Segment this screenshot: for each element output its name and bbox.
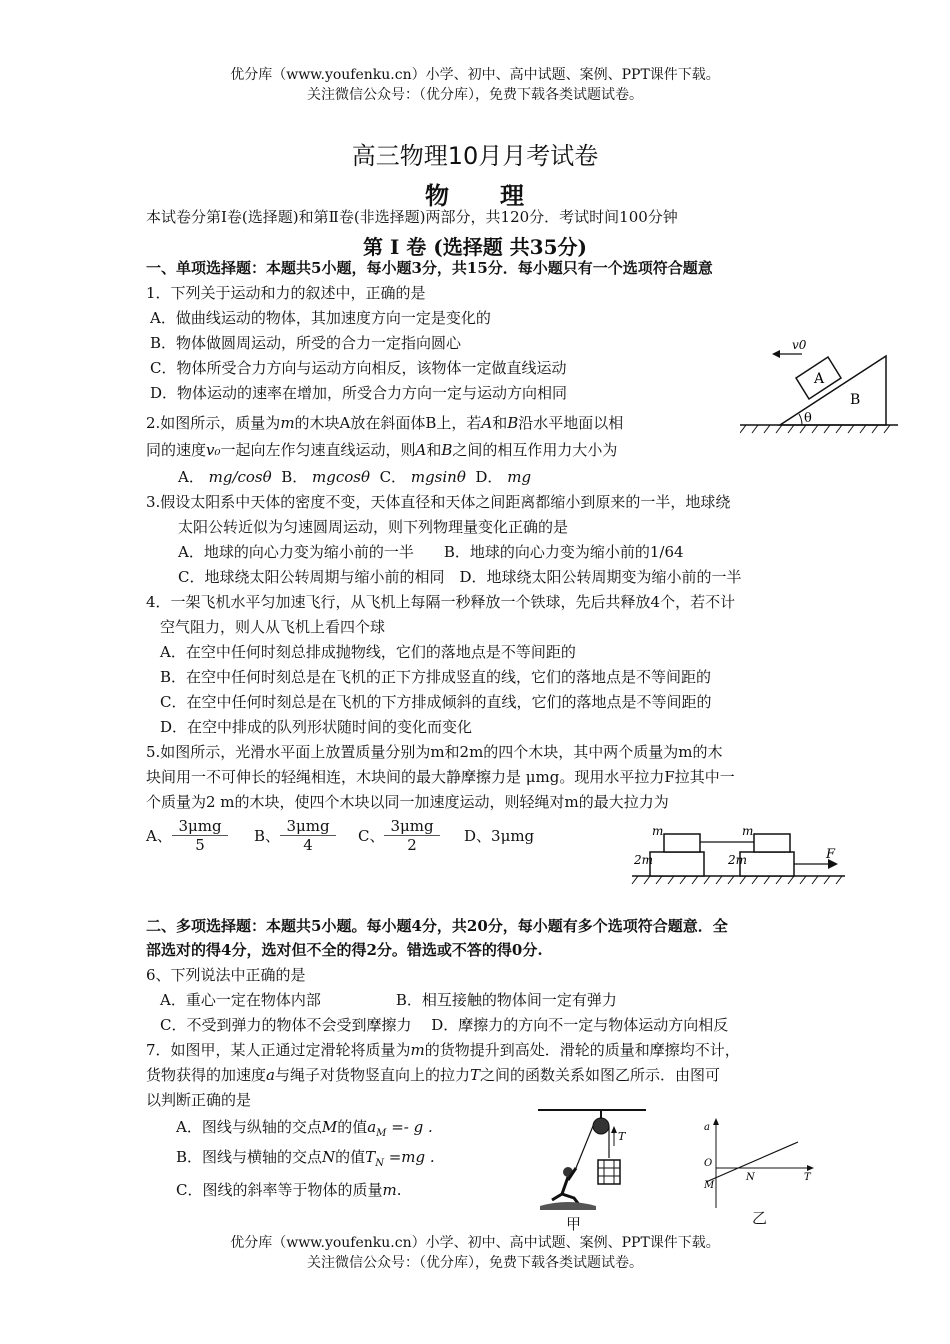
graph-label-a: a — [704, 1122, 710, 1133]
q3-stem-line2: 太阳公转近似为匀速圆周运动，则下列物理量变化正确的是 — [178, 518, 569, 536]
q2-text: 2.如图所示，质量为 — [146, 414, 281, 432]
header-line-1: 优分库（www.youfenku.cn）小学、初中、高中试题、案例、PPT课件下载。 — [230, 67, 720, 83]
q6-options-cd: C．不受到弹力的物体不会受到摩擦力 D．摩擦力的方向不一定与物体运动方向相反 — [160, 1016, 729, 1034]
q7-text: 的值 — [335, 1148, 366, 1166]
section1-heading: 一、单项选择题：本题共5小题，每小题3分，共15分．每小题只有一个选项符合题意 — [146, 259, 713, 277]
q5-option-d-label: D、 — [464, 827, 492, 845]
q2-text: 一起向左作匀速直线运动，则 — [220, 441, 416, 459]
q2-text: 沿水平地面以相 — [518, 414, 624, 432]
q1-option-d: D．物体运动的速率在增加，所受合力方向一定与运动方向相同 — [150, 384, 568, 402]
q2-text: 之间的相互作用力大小为 — [452, 441, 618, 459]
q3-stem-line1: 3.假设太阳系中天体的密度不变，天体直径和天体之间距离都缩小到原来的一半，地球绕 — [146, 493, 731, 511]
q2-var-A: A — [415, 441, 427, 459]
q7-var-M: M — [321, 1118, 338, 1136]
page-title: 高三物理10月月考试卷 — [351, 142, 599, 170]
q5-option-b-fraction — [280, 817, 336, 854]
q7-text: C．图线的斜率等于物体的质量 — [176, 1181, 383, 1199]
q7-stem-line1 — [146, 1040, 740, 1060]
q7-stem-line3: 以判断正确的是 — [146, 1091, 252, 1109]
q7-var-aM-sub: M — [376, 1128, 387, 1139]
q7-option-b — [176, 1147, 435, 1174]
q7-var-TN-sub: N — [375, 1158, 384, 1169]
q4-stem-line1: 4．一架飞机水平匀加速飞行，从飞机上每隔一秒释放一个铁球，先后共释放4个，若不计 — [146, 593, 736, 611]
blocks-label-F: F — [826, 847, 836, 862]
q2-var-B: B — [441, 441, 453, 459]
q7-var-aM: a — [367, 1118, 377, 1136]
q5-stem-line2: 块间用一不可伸长的轻绳相连，木块间的最大静摩擦力是 μmg。现用水平拉力F拉其中一 — [146, 768, 735, 786]
q7-var-m: m — [410, 1041, 425, 1059]
pulley-label-T: T — [618, 1130, 626, 1143]
q7-text: 的货物提升到高处．滑轮的质量和摩擦均不计， — [424, 1041, 740, 1059]
q5-option-c-numerator: 3μmg — [384, 817, 440, 836]
q2-text: 的木块A放在斜面体B上，若 — [294, 414, 482, 432]
part1-title: 第 I 卷 (选择题 共35分) — [363, 235, 587, 259]
q2-option-d-value: mg — [507, 468, 532, 486]
figure-caption-jia: 甲 — [566, 1215, 582, 1233]
pulley-figure — [538, 1106, 648, 1214]
blocks-label-m1: m — [652, 824, 664, 838]
graph-label-N: N — [746, 1172, 755, 1183]
fig-label-v0: v0 — [792, 338, 807, 352]
q7-option-a — [176, 1117, 433, 1144]
q7-text: . — [396, 1181, 402, 1199]
q5-stem-line3: 个质量为2 m的木块，使四个木块以同一加速度运动，则轻绳对m的最大拉力为 — [146, 793, 669, 811]
q2-stem-line1 — [146, 413, 623, 433]
blocks-label-2m-right: 2m — [728, 853, 748, 867]
graph-label-O: O — [704, 1158, 713, 1169]
q5-option-a-numerator: 3μmg — [172, 817, 228, 836]
q5-option-a-denominator: 5 — [195, 836, 205, 854]
section2-heading-line1: 二、多项选择题：本题共5小题。每小题4分，共20分，每小题有多个选项符合题意．全 — [146, 917, 728, 935]
exam-intro: 本试卷分第Ⅰ卷(选择题)和第Ⅱ卷(非选择题)两部分，共120分．考试时间100分钟 — [146, 208, 678, 226]
q2-var-m: m — [280, 414, 295, 432]
q4-option-b: B．在空中任何时刻总是在飞机的正下方排成竖直的线，它们的落地点是不等间距的 — [160, 668, 712, 686]
q2-text: 同的速度 — [146, 441, 207, 459]
q2-text: 和 — [426, 441, 442, 459]
fig-label-A: A — [814, 371, 825, 387]
q5-option-a-fraction — [172, 817, 228, 854]
q7-text: 的值 — [337, 1118, 368, 1136]
q3-options-ab: A．地球的向心力变为缩小前的一半 B．地球的向心力变为缩小前的1/64 — [178, 543, 684, 561]
q2-var-B: B — [507, 414, 519, 432]
q2-option-d-label: D． — [475, 468, 503, 486]
a-T-graph — [700, 1118, 820, 1214]
q4-option-d: D．在空中排成的队列形状随时间的变化而变化 — [160, 718, 473, 736]
q2-options — [178, 467, 531, 487]
q2-stem-line2 — [146, 440, 617, 460]
blocks-label-m2: m — [742, 824, 754, 838]
q5-stem-line1: 5.如图所示，光滑水平面上放置质量分别为m和2m的四个木块，其中两个质量为m的木 — [146, 743, 723, 761]
q7-text: =- g . — [386, 1118, 433, 1136]
q2-option-b-label: B． — [281, 468, 308, 486]
figure-caption-yi: 乙 — [752, 1209, 768, 1227]
q4-option-a: A．在空中任何时刻总排成抛物线，它们的落地点是不等间距的 — [160, 643, 576, 661]
footer-line-2: 关注微信公众号：（优分库），免费下载各类试题试卷。 — [307, 1255, 643, 1271]
q5-option-c-label: C、 — [358, 827, 385, 845]
section2-heading-line2: 部选对的得4分，选对但不全的得2分。错选或不答的得0分. — [146, 941, 543, 959]
q5-option-b-numerator: 3μmg — [280, 817, 336, 836]
q7-stem-line2 — [146, 1065, 720, 1085]
q1-stem: 1．下列关于运动和力的叙述中，正确的是 — [146, 284, 426, 302]
q7-text: 与绳子对货物竖直向上的拉力 — [274, 1066, 470, 1084]
q7-var-N: N — [322, 1148, 336, 1166]
q4-option-c: C．在空中任何时刻总是在飞机的下方排成倾斜的直线，它们的落地点是不等间距的 — [160, 693, 712, 711]
q5-option-c-fraction — [384, 817, 440, 854]
q1-option-b: B．物体做圆周运动，所受的合力一定指向圆心 — [150, 334, 462, 352]
q6-options-ab: A．重心一定在物体内部 B．相互接触的物体间一定有弹力 — [160, 991, 617, 1009]
blocks-figure — [630, 822, 850, 892]
q5-option-a-label: A、 — [146, 827, 172, 845]
q2-option-c-value: mgsinθ — [410, 468, 466, 486]
q7-text: 货物获得的加速度 — [146, 1066, 267, 1084]
header-line-2: 关注微信公众号：（优分库），免费下载各类试题试卷。 — [307, 87, 643, 103]
q7-var-m: m — [382, 1181, 397, 1199]
graph-label-T: T — [804, 1172, 811, 1183]
q2-option-a-value: mg/cosθ — [208, 468, 272, 486]
q2-option-c-label: C． — [379, 468, 407, 486]
q2-option-a-label: A． — [178, 468, 204, 486]
q5-option-b-denominator: 4 — [303, 836, 313, 854]
q7-text: A．图线与纵轴的交点 — [176, 1118, 322, 1136]
footer-line-1: 优分库（www.youfenku.cn）小学、初中、高中试题、案例、PPT课件下载。 — [230, 1235, 720, 1251]
q6-stem: 6、下列说法中正确的是 — [146, 966, 306, 984]
graph-label-M: M — [704, 1180, 715, 1191]
fig-label-B: B — [850, 392, 861, 408]
incline-figure — [740, 338, 900, 438]
subject-title: 物 理 — [425, 181, 525, 210]
q7-var-a: a — [266, 1066, 275, 1084]
q2-text: 和 — [492, 414, 508, 432]
q2-var-v0: v₀ — [206, 441, 221, 459]
q5-option-c-denominator: 2 — [407, 836, 417, 854]
q1-option-c: C．物体所受合力方向与运动方向相反，该物体一定做直线运动 — [150, 359, 567, 377]
q7-option-c — [176, 1180, 402, 1200]
q7-text: 之间的函数关系如图乙所示．由图可 — [480, 1066, 721, 1084]
q7-text: 7．如图甲，某人正通过定滑轮将质量为 — [146, 1041, 411, 1059]
q4-stem-line2: 空气阻力，则人从飞机上看四个球 — [160, 618, 386, 636]
q2-var-A: A — [481, 414, 493, 432]
blocks-label-2m-left: 2m — [634, 853, 654, 867]
q7-var-T: T — [469, 1066, 480, 1084]
q7-var-TN: T — [365, 1148, 376, 1166]
q5-option-d — [464, 826, 534, 846]
q3-options-cd: C．地球绕太阳公转周期与缩小前的相同 D．地球绕太阳公转周期变为缩小前的一半 — [178, 568, 742, 586]
fig-label-theta: θ — [804, 411, 812, 426]
q7-text: =mg . — [383, 1148, 435, 1166]
q5-option-b-label: B、 — [254, 827, 281, 845]
q2-option-b-value: mgcosθ — [312, 468, 371, 486]
q5-option-d-value: 3μmg — [491, 827, 535, 845]
q1-option-a: A．做曲线运动的物体，其加速度方向一定是变化的 — [150, 309, 491, 327]
q7-text: B．图线与横轴的交点 — [176, 1148, 323, 1166]
